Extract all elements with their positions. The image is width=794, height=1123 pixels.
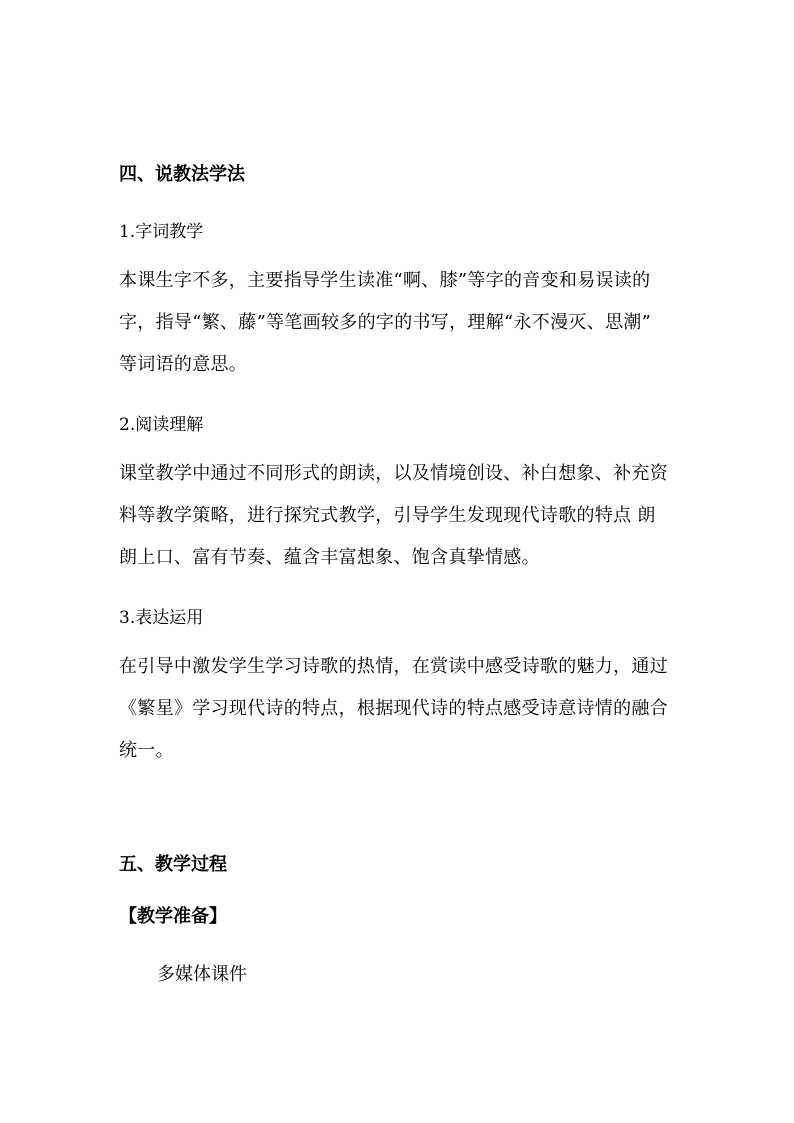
paragraph-line: 朗上口、富有节奏、蕴含丰富想象、饱含真挚情感。 xyxy=(119,547,540,568)
paragraph-line: 本课生字不多，主要指导学生读准“啊、膝”等字的音变和易误读的 xyxy=(119,270,651,291)
teaching-prep-item: 多媒体课件 xyxy=(157,964,247,985)
paragraph-line: 等词语的意思。 xyxy=(119,354,248,375)
item-3-paragraph xyxy=(119,646,679,772)
paragraph-line: 料等教学策略，进行探究式教学，引导学生发现现代诗歌的特点 朗 xyxy=(119,505,656,526)
paragraph-line: 统一。 xyxy=(119,740,174,761)
item-2-paragraph xyxy=(119,453,679,579)
section-5-title: 五、教学过程 xyxy=(119,854,227,875)
paragraph-line: 字，指导“繁、藤”等笔画较多的字的书写，理解“永不漫灭、思潮” xyxy=(119,312,652,333)
item-1-paragraph xyxy=(119,260,679,386)
item-1-heading: 1.字词教学 xyxy=(119,222,204,242)
paragraph-line: 《繁星》学习现代诗的特点，根据现代诗的特点感受诗意诗情的融合 xyxy=(119,698,668,719)
section-4-title: 四、说教法学法 xyxy=(119,164,245,185)
item-3-heading: 3.表达运用 xyxy=(119,608,204,628)
paragraph-line: 在引导中激发学生学习诗歌的热情，在赏读中感受诗歌的魅力，通过 xyxy=(119,656,668,677)
item-2-heading: 2.阅读理解 xyxy=(119,415,204,435)
paragraph-line: 课堂教学中通过不同形式的朗读，以及情境创设、补白想象、补充资 xyxy=(119,463,668,484)
teaching-prep-heading: 【教学准备】 xyxy=(119,906,227,927)
